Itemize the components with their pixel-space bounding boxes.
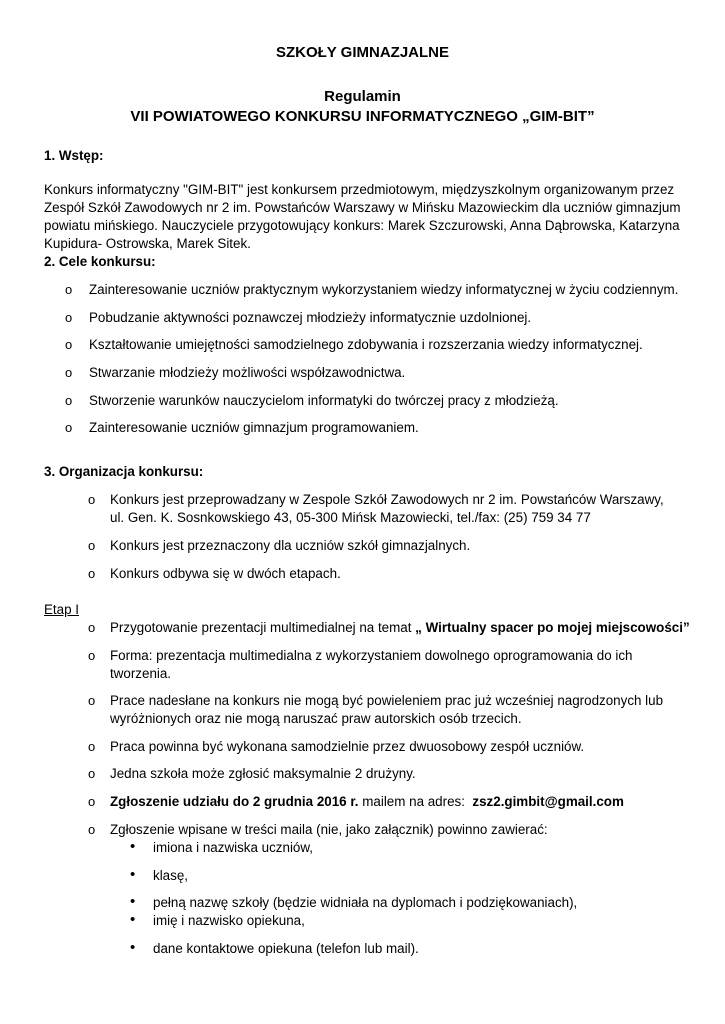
sub-list-item: pełną nazwę szkoły (będzie widniała na dyplomach i podziękowaniach), [153,895,578,910]
list-item: Stwarzanie młodzieży możliwości współzawodnictwa. [89,365,406,380]
circle-bullet-icon: o [88,538,96,553]
circle-bullet-icon: o [88,620,96,635]
list-item: Stworzenie warunków nauczycielom informatyki do twórczej pracy z młodzieżą. [89,393,559,408]
header-title: SZKOŁY GIMNAZJALNE [275,44,450,61]
list-item: Prace nadesłane na konkurs nie mogą być powieleniem prac już wcześniej nagrodzonych lub [110,693,664,708]
circle-bullet-icon: o [65,310,73,325]
circle-bullet-icon: o [88,739,96,754]
disc-bullet-icon: • [130,911,136,928]
list-item [110,619,690,637]
list-item: Praca powinna być wykonana samodzielnie przez dwuosobowy zespół uczniów. [110,739,585,754]
email-label: mailem na adres: [358,794,473,809]
list-item: Kształtowanie umiejętności samodzielnego zdobywania i rozszerzania wiedzy informatycznej. [89,337,643,352]
circle-bullet-icon: o [88,492,96,507]
list-item: Forma: prezentacja multimedialna z wykorzystaniem dowolnego oprogramowania do ich [110,648,633,663]
disc-bullet-icon: • [130,893,136,910]
circle-bullet-icon: o [88,822,96,837]
title-line-1: Regulamin [324,88,401,105]
section2-heading: 2. Cele konkursu: [44,254,156,269]
list-item: Pobudzanie aktywności poznawczej młodzieży informatycznie uzdolnionej. [89,310,532,325]
section1-line: Kupidura- Ostrowska, Marek Sitek. [44,236,251,251]
list-item: Konkurs odbywa się w dwóch etapach. [110,566,341,581]
list-item: Konkurs jest przeznaczony dla uczniów szkół gimnazjalnych. [110,538,471,553]
section1-line: powiatu mińskiego. Nauczyciele przygotowujący konkurs: Marek Szczurowski, Anna Dąbrowska, Katarzyna [44,218,680,233]
deadline-text: Zgłoszenie udziału do 2 grudnia 2016 r. [110,794,359,809]
list-item: Konkurs jest przeprowadzany w Zespole Szkół Zawodowych nr 2 im. Powstańców Warszawy, [110,492,664,507]
circle-bullet-icon: o [65,393,73,408]
etap1-heading: Etap I [44,602,79,617]
list-item: Zainteresowanie uczniów praktycznym wykorzystaniem wiedzy informatycznej w życiu codziennym. [89,282,679,297]
list-item-continuation: ul. Gen. K. Sosnkowskiego 43, 05-300 Mińsk Mazowiecki, tel./fax: (25) 759 34 77 [110,510,591,525]
section1-heading: 1. Wstęp: [44,148,104,163]
list-item-continuation: tworzenia. [110,666,172,681]
topic-prefix: Przygotowanie prezentacji multimedialnej na temat [110,620,416,635]
topic-title: „ Wirtualny spacer po mojej miejscowości” [415,620,690,635]
list-item: Jedna szkoła może zgłosić maksymalnie 2 drużyny. [110,766,416,781]
circle-bullet-icon: o [88,794,96,809]
section1-line: Konkurs informatyczny "GIM-BIT" jest konkursem przedmiotowym, międzyszkolnym organizowanym przez [44,182,675,197]
sub-list-item: imię i nazwisko opiekuna, [153,913,305,928]
circle-bullet-icon: o [65,420,73,435]
circle-bullet-icon: o [65,365,73,380]
list-item-continuation: wyróżnionych oraz nie mogą naruszać praw autorskich osób trzecich. [110,711,522,726]
disc-bullet-icon: • [130,838,136,855]
section1-line: Zespół Szkół Zawodowych nr 2 im. Powstańców Warszawy w Mińsku Mazowieckim dla uczniów gimnazjum [44,200,681,215]
circle-bullet-icon: o [65,282,73,297]
list-item: Zainteresowanie uczniów gimnazjum programowaniem. [89,420,419,435]
list-item [110,793,624,811]
disc-bullet-icon: • [130,939,136,956]
sub-list-item: klasę, [153,868,188,883]
circle-bullet-icon: o [88,766,96,781]
email-address: zsz2.gimbit@gmail.com [472,794,624,809]
sub-list-item: dane kontaktowe opiekuna (telefon lub mail). [153,941,419,956]
section3-heading: 3. Organizacja konkursu: [44,464,204,479]
circle-bullet-icon: o [88,693,96,708]
circle-bullet-icon: o [88,566,96,581]
title-line-2: VII POWIATOWEGO KONKURSU INFORMATYCZNEGO „GIM-BIT” [130,108,595,125]
disc-bullet-icon: • [130,866,136,883]
list-item: Zgłoszenie wpisane w treści maila (nie, jako załącznik) powinno zawierać: [110,822,548,837]
circle-bullet-icon: o [65,337,73,352]
sub-list-item: imiona i nazwiska uczniów, [153,840,314,855]
circle-bullet-icon: o [88,648,96,663]
